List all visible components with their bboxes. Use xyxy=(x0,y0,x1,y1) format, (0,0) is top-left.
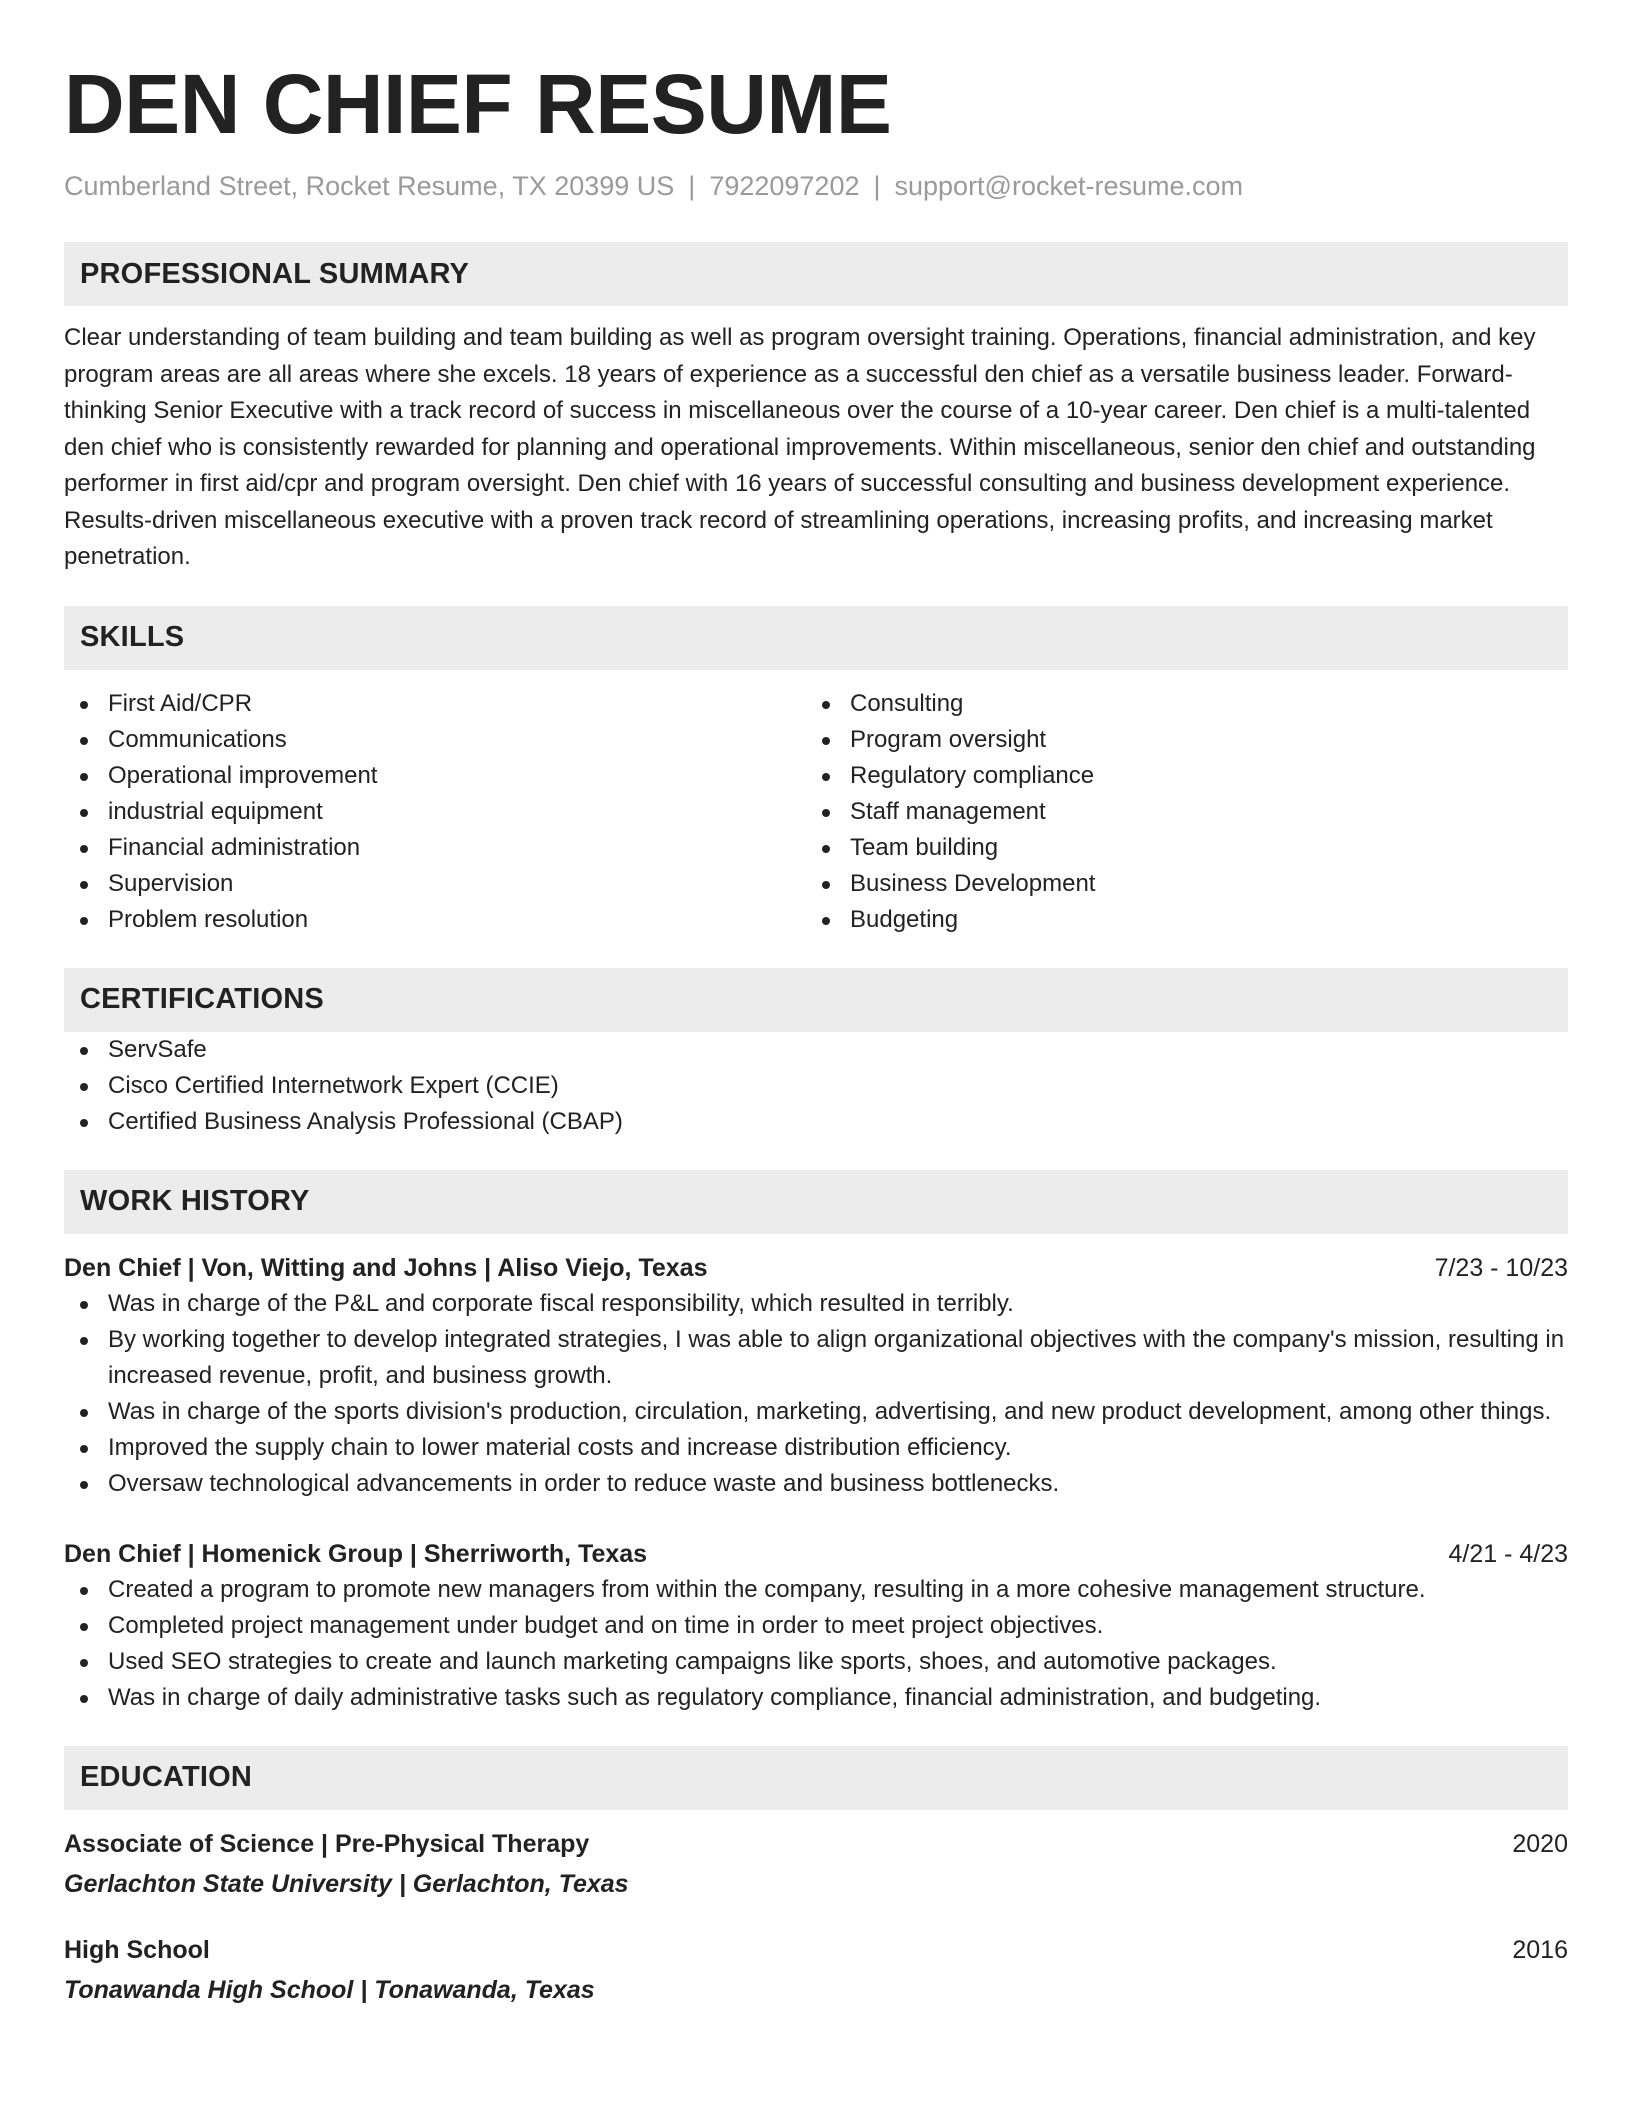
job-entry xyxy=(64,1536,1568,1716)
skill-item: Team building xyxy=(850,830,1548,866)
job-duty-item: Created a program to promote new managers from within the company, resulting in a more cohesive management structure. xyxy=(108,1572,1568,1608)
job-duties-list xyxy=(64,1286,1568,1502)
certification-item: Certified Business Analysis Professional (CBAP) xyxy=(108,1104,1568,1140)
certifications-section xyxy=(64,968,1568,1140)
skill-item: industrial equipment xyxy=(108,794,806,830)
job-duty-item: Completed project management under budget and on time in order to meet project objectives. xyxy=(108,1608,1568,1644)
job-header xyxy=(64,1536,1568,1572)
contact-line xyxy=(64,168,1568,204)
job-duty-item: Oversaw technological advancements in order to reduce waste and business bottlenecks. xyxy=(108,1466,1568,1502)
resume-page xyxy=(64,0,1568,2008)
skills-column-right xyxy=(806,686,1548,938)
job-duty-item: Was in charge of daily administrative tasks such as regulatory compliance, financial administration, and budgeting. xyxy=(108,1680,1568,1716)
skill-item: Staff management xyxy=(850,794,1548,830)
summary-section xyxy=(64,242,1568,576)
skill-item: Supervision xyxy=(108,866,806,902)
skills-column-left xyxy=(64,686,806,938)
job-duties-list xyxy=(64,1572,1568,1716)
skill-item: Business Development xyxy=(850,866,1548,902)
education-school: Gerlachton State University | Gerlachton, Texas xyxy=(64,1869,629,1898)
education-header xyxy=(64,1932,1568,1968)
skills-grid xyxy=(64,686,1568,938)
education-section xyxy=(64,1746,1568,2008)
skill-item: Problem resolution xyxy=(108,902,806,938)
skill-item: Operational improvement xyxy=(108,758,806,794)
education-heading: EDUCATION xyxy=(64,1746,1568,1810)
job-dates: 7/23 - 10/23 xyxy=(1434,1253,1568,1282)
resume-title: DEN CHIEF RESUME xyxy=(64,57,892,151)
job-duty-item: By working together to develop integrated strategies, I was able to align organizational objectives with the company's mission, resulting in increased revenue, profit, and business growth. xyxy=(108,1322,1568,1394)
contact-email: support@rocket-resume.com xyxy=(894,171,1244,201)
skill-item: Regulatory compliance xyxy=(850,758,1548,794)
work-history-heading: WORK HISTORY xyxy=(64,1170,1568,1234)
job-dates: 4/21 - 4/23 xyxy=(1448,1539,1568,1568)
job-duty-item: Used SEO strategies to create and launch marketing campaigns like sports, shoes, and automotive packages. xyxy=(108,1644,1568,1680)
contact-separator: | xyxy=(873,171,881,201)
education-school: Tonawanda High School | Tonawanda, Texas xyxy=(64,1975,595,2004)
work-history-section xyxy=(64,1170,1568,1716)
summary-text: Clear understanding of team building and team building as well as program oversight training. Operations, financial administration, and key program areas are all areas where she excels. 18 years of experience as a successful den chief as a versatile business leader. Forward-thinking Senior Executive with a track record of success in miscellaneous over the course of a 10-year career. Den chief is a multi-talented den chief who is consistently rewarded for planning and operational improvements. Within miscellaneous, senior den chief and outstanding performer in first aid/cpr and program oversight. Den chief with 16 years of successful consulting and business development experience. Results-driven miscellaneous executive with a proven track record of streamlining operations, increasing profits, and increasing market penetration. xyxy=(64,324,1536,570)
job-header xyxy=(64,1250,1568,1286)
education-degree: Associate of Science | Pre-Physical Therapy xyxy=(64,1829,590,1858)
contact-phone: 7922097202 xyxy=(709,171,860,201)
skill-item: Consulting xyxy=(850,686,1548,722)
skill-item: Communications xyxy=(108,722,806,758)
skill-item: Program oversight xyxy=(850,722,1548,758)
skills-section xyxy=(64,606,1568,938)
job-duty-item: Was in charge of the sports division's production, circulation, marketing, advertising, and new product development, among other things. xyxy=(108,1394,1568,1430)
education-year: 2020 xyxy=(1512,1829,1568,1858)
contact-separator: | xyxy=(688,171,696,201)
job-title: Den Chief | Von, Witting and Johns | Aliso Viejo, Texas xyxy=(64,1253,708,1282)
skill-item: Financial administration xyxy=(108,830,806,866)
skills-list-left xyxy=(64,686,806,938)
certifications-list xyxy=(64,1032,1568,1140)
certification-item: ServSafe xyxy=(108,1032,1568,1068)
education-degree: High School xyxy=(64,1935,210,1964)
job-entry xyxy=(64,1250,1568,1502)
skills-heading: SKILLS xyxy=(64,606,1568,670)
skills-list-right xyxy=(806,686,1548,938)
certification-item: Cisco Certified Internetwork Expert (CCIE) xyxy=(108,1068,1568,1104)
summary-heading: PROFESSIONAL SUMMARY xyxy=(64,242,1568,306)
job-duty-item: Improved the supply chain to lower material costs and increase distribution efficiency. xyxy=(108,1430,1568,1466)
skill-item: First Aid/CPR xyxy=(108,686,806,722)
education-year: 2016 xyxy=(1512,1935,1568,1964)
education-entry xyxy=(64,1932,1568,2008)
skill-item: Budgeting xyxy=(850,902,1548,938)
certifications-heading: CERTIFICATIONS xyxy=(64,968,1568,1032)
job-title: Den Chief | Homenick Group | Sherriworth, Texas xyxy=(64,1539,648,1568)
education-entry xyxy=(64,1826,1568,1902)
education-header xyxy=(64,1826,1568,1862)
contact-address: Cumberland Street, Rocket Resume, TX 20399 US xyxy=(64,171,675,201)
job-duty-item: Was in charge of the P&L and corporate fiscal responsibility, which resulted in terribly. xyxy=(108,1286,1568,1322)
